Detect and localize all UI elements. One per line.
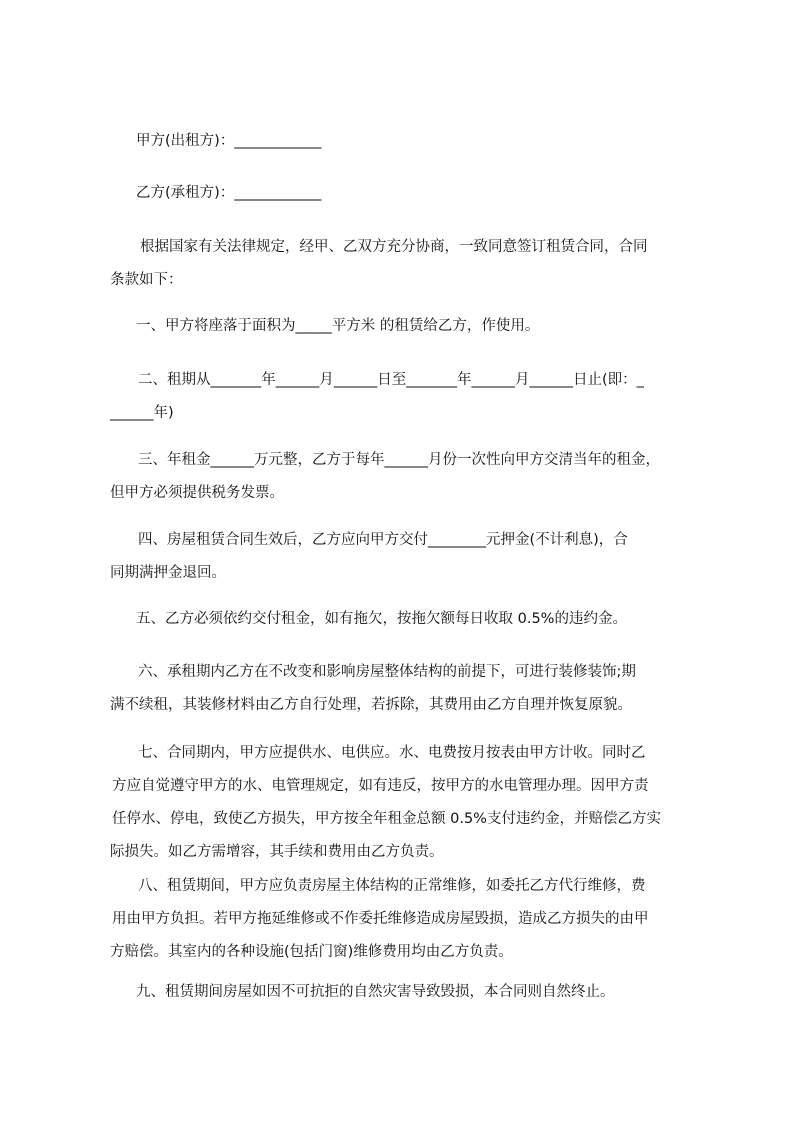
- clause-5-line-1: 五、乙方必须依约交付租金，如有拖欠，按拖欠额每日收取 0.5%的违约金。: [136, 611, 627, 627]
- preamble-line-1: 根据国家有关法律规定，经甲、乙双方充分协商，一致同意签订租赁合同，合同: [140, 239, 648, 255]
- clause-2-line-2: ______年): [110, 405, 174, 421]
- clause-4-line-2: 同期满押金退回。: [110, 565, 226, 581]
- clause-2-line-1: 二、租期从_______年______月______日至_______年______月______日止(即：_: [138, 372, 644, 388]
- clause-5: [136, 603, 704, 636]
- clause-2: [110, 364, 706, 430]
- clause-8: [110, 870, 706, 969]
- party-b-line: [136, 177, 704, 210]
- clause-7-line-3: 任停水、停电，致使乙方损失，甲方按全年租金总额 0.5%支付违约金，并赔偿乙方实: [112, 811, 661, 827]
- clause-9-line-1: 九、租赁期间房屋如因不可抗拒的自然灾害导致毁损，本合同则自然终止。: [136, 984, 615, 1000]
- clause-1: [136, 310, 704, 343]
- clause-7-line-4: 际损失。如乙方需增容，其手续和费用由乙方负责。: [110, 844, 444, 860]
- clause-7: [110, 737, 706, 869]
- clause-6: [110, 656, 706, 722]
- clause-7-line-1: 七、合同期内，甲方应提供水、电供应。水、电费按月按表由甲方计收。同时乙: [138, 745, 646, 761]
- clause-1-line-1: 一、甲方将座落于面积为_____平方米 的租赁给乙方，作使用。: [136, 318, 540, 334]
- clause-4-line-1: 四、房屋租赁合同生效后，乙方应向甲方交付________元押金(不计利息)，合: [138, 532, 628, 548]
- clause-7-line-2: 方应自觉遵守甲方的水、电管理规定，如有违反，按甲方的水电管理办理。因甲方责: [112, 778, 649, 794]
- clause-3-line-2: 但甲方必须提供税务发票。: [110, 485, 284, 501]
- clause-6-line-1: 六、承租期内乙方在不改变和影响房屋整体结构的前提下，可进行装修装饰;期: [138, 664, 636, 680]
- clause-8-line-1: 八、租赁期间，甲方应负责房屋主体结构的正常维修，如委托乙方代行维修，费: [138, 878, 646, 894]
- clause-8-line-3: 方赔偿。其室内的各种设施(包括门窗)维修费用均由乙方负责。: [110, 944, 513, 960]
- clause-4: [110, 524, 706, 590]
- clause-3: [110, 444, 706, 510]
- clause-9: [136, 976, 704, 1009]
- party-a-text: 甲方(出租方)：____________: [136, 133, 322, 149]
- clause-6-line-2: 满不续租，其装修材料由乙方自行处理，若拆除，其费用由乙方自理并恢复原貌。: [110, 697, 632, 713]
- preamble-paragraph: [110, 231, 708, 297]
- clause-3-line-1: 三、年租金______万元整，乙方于每年______月份一次性向甲方交清当年的租金，: [138, 452, 660, 468]
- preamble-line-2: 条款如下：: [110, 272, 183, 288]
- clause-8-line-2: 用由甲方负担。若甲方拖延维修或不作委托维修造成房屋毁损，造成乙方损失的由甲: [112, 911, 649, 927]
- party-a-line: [136, 125, 704, 158]
- party-b-text: 乙方(承租方)：____________: [136, 185, 322, 201]
